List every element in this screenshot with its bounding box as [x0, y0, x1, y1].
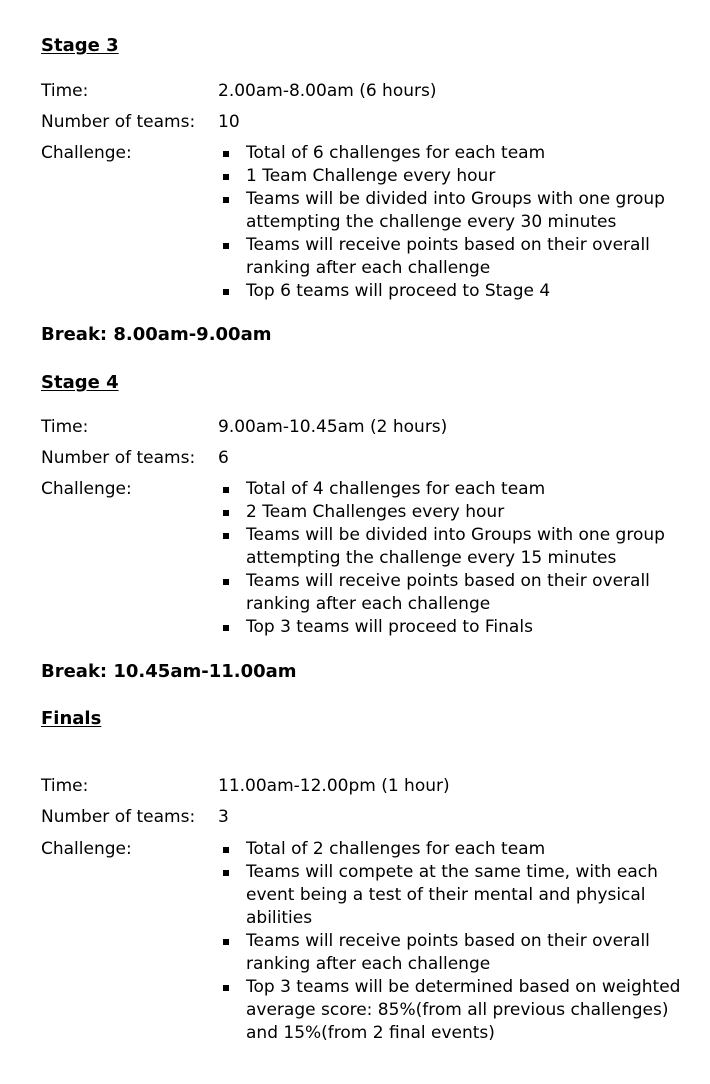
list-item	[218, 501, 688, 524]
list-item	[218, 616, 688, 639]
list-item-text: Teams will be divided into Groups with one group attempting the challenge every 15 minutes	[246, 525, 665, 568]
list-item-text: Total of 4 challenges for each team	[246, 479, 546, 499]
list-item-text: 1 Team Challenge every hour	[246, 166, 496, 186]
list-item	[218, 861, 688, 930]
time-label: Time:	[41, 81, 89, 101]
list-item	[218, 976, 688, 1045]
bullet-icon	[223, 151, 229, 157]
list-item	[218, 142, 688, 165]
teams-label: Number of teams:	[41, 448, 196, 468]
bullet-icon	[223, 197, 229, 203]
bullet-icon	[223, 487, 229, 493]
bullet-icon	[223, 870, 229, 876]
list-item-text: Teams will be divided into Groups with one group attempting the challenge every 30 minutes	[246, 189, 665, 232]
stage4-heading: Stage 4	[41, 372, 119, 393]
bullet-icon	[223, 985, 229, 991]
time-label: Time:	[41, 776, 89, 796]
bullet-icon	[223, 939, 229, 945]
bullet-icon	[223, 579, 229, 585]
list-item	[218, 165, 688, 188]
challenge-list	[218, 478, 688, 639]
challenge-list	[218, 838, 688, 1045]
break-heading: Break: 10.45am-11.00am	[41, 661, 297, 682]
bullet-icon	[223, 533, 229, 539]
bullet-icon	[223, 243, 229, 249]
list-item-text: Top 6 teams will proceed to Stage 4	[246, 281, 551, 301]
bullet-icon	[223, 174, 229, 180]
teams-label: Number of teams:	[41, 807, 196, 827]
teams-value: 3	[218, 807, 229, 827]
finals-heading: Finals	[41, 708, 102, 729]
list-item	[218, 478, 688, 501]
list-item-text: Top 3 teams will be determined based on weighted average score: 85%(from all previous challenges) and 15%(from 2 final events)	[246, 977, 681, 1043]
bullet-icon	[223, 847, 229, 853]
challenge-label: Challenge:	[41, 839, 132, 859]
list-item-text: Teams will receive points based on their overall ranking after each challenge	[246, 931, 650, 974]
time-value: 2.00am-8.00am (6 hours)	[218, 81, 437, 101]
challenge-label: Challenge:	[41, 479, 132, 499]
bullet-icon	[223, 510, 229, 516]
time-label: Time:	[41, 417, 89, 437]
list-item	[218, 234, 688, 280]
list-item-text: Teams will compete at the same time, with each event being a test of their mental and physical abilities	[246, 862, 658, 928]
challenge-label: Challenge:	[41, 143, 132, 163]
list-item-text: Teams will receive points based on their overall ranking after each challenge	[246, 235, 650, 278]
challenge-list	[218, 142, 688, 303]
list-item	[218, 524, 688, 570]
time-value: 11.00am-12.00pm (1 hour)	[218, 776, 450, 796]
time-value: 9.00am-10.45am (2 hours)	[218, 417, 448, 437]
list-item	[218, 280, 688, 303]
list-item	[218, 188, 688, 234]
teams-value: 6	[218, 448, 229, 468]
list-item	[218, 930, 688, 976]
list-item-text: Teams will receive points based on their overall ranking after each challenge	[246, 571, 650, 614]
teams-label: Number of teams:	[41, 112, 196, 132]
break-heading: Break: 8.00am-9.00am	[41, 324, 272, 345]
list-item	[218, 570, 688, 616]
list-item-text: Total of 2 challenges for each team	[246, 839, 546, 859]
teams-value: 10	[218, 112, 240, 132]
list-item	[218, 838, 688, 861]
list-item-text: 2 Team Challenges every hour	[246, 502, 505, 522]
stage3-heading: Stage 3	[41, 35, 119, 56]
list-item-text: Total of 6 challenges for each team	[246, 143, 546, 163]
bullet-icon	[223, 289, 229, 295]
bullet-icon	[223, 625, 229, 631]
list-item-text: Top 3 teams will proceed to Finals	[246, 617, 533, 637]
